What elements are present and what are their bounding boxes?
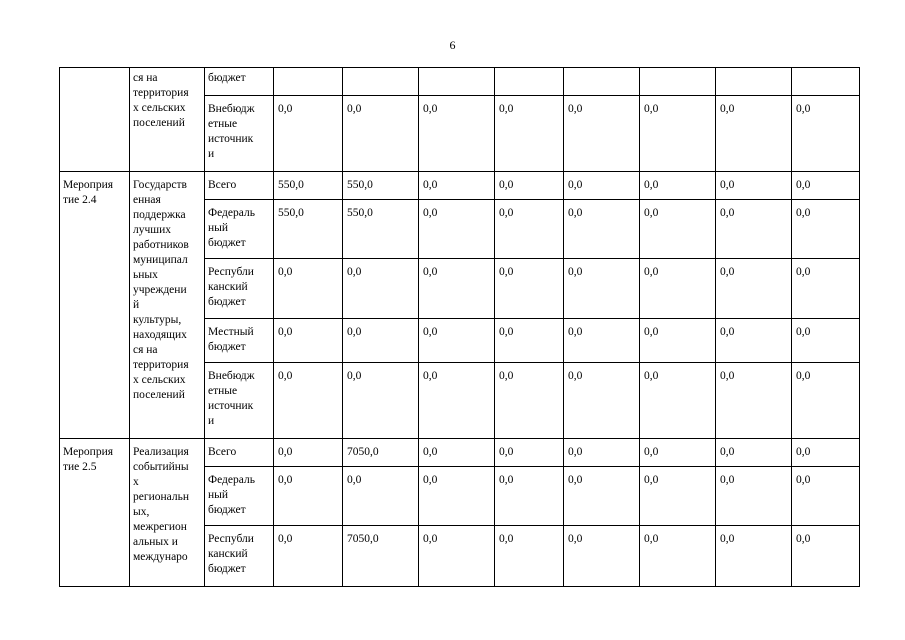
name-cell-line: межрегион: [133, 521, 187, 533]
value-cell: [564, 68, 640, 96]
value-cell: 0,0: [640, 363, 716, 439]
event-cell: [60, 68, 130, 172]
event-cell-line: тие 2.5: [63, 461, 97, 473]
name-cell-line: ых,: [133, 506, 150, 518]
funding-source-cell-line: источник: [208, 400, 254, 412]
funding-source-cell: [205, 68, 274, 96]
value-cell: 0,0: [419, 526, 495, 587]
value-cell: 0,0: [564, 172, 640, 200]
funding-source-cell-line: Федераль: [208, 474, 255, 486]
value-cell: 0,0: [419, 363, 495, 439]
table-row: [60, 172, 860, 200]
funding-source-cell-line: етные: [208, 118, 238, 130]
value-cell: 0,0: [495, 467, 564, 526]
value-cell: 0,0: [716, 467, 792, 526]
value-cell: [419, 68, 495, 96]
value-cell: 0,0: [640, 319, 716, 363]
name-cell-line: поддержка: [133, 209, 186, 221]
value-cell: 0,0: [419, 172, 495, 200]
funding-source-cell-line: Всего: [208, 446, 237, 458]
funding-source-cell-line: бюджет: [208, 563, 246, 575]
value-cell: 0,0: [343, 96, 419, 172]
value-cell: 0,0: [274, 259, 343, 319]
name-cell: [130, 68, 205, 172]
funding-source-cell: [205, 467, 274, 526]
funding-source-cell: [205, 200, 274, 259]
event-cell: [60, 439, 130, 587]
name-cell-line: ся на: [133, 344, 158, 356]
value-cell: 0,0: [419, 200, 495, 259]
funding-source-cell-line: ный: [208, 489, 229, 501]
funding-source-cell-line: ный: [208, 222, 229, 234]
funding-source-cell-line: бюджет: [208, 296, 246, 308]
value-cell: 0,0: [716, 439, 792, 467]
value-cell: 0,0: [640, 439, 716, 467]
name-cell-line: Реализация: [133, 446, 189, 458]
name-cell-line: х сельских: [133, 374, 186, 386]
funding-source-cell: [205, 259, 274, 319]
value-cell: [792, 68, 860, 96]
name-cell-line: енная: [133, 194, 161, 206]
funding-source-cell-line: етные: [208, 385, 238, 397]
funding-source-cell-line: бюджет: [208, 504, 246, 516]
value-cell: 550,0: [274, 172, 343, 200]
funding-source-cell-line: Внебюдж: [208, 103, 255, 115]
value-cell: 0,0: [564, 96, 640, 172]
name-cell-line: территория: [133, 359, 189, 371]
funding-source-cell-line: и: [208, 148, 215, 160]
value-cell: 0,0: [792, 96, 860, 172]
value-cell: 0,0: [640, 172, 716, 200]
value-cell: 0,0: [716, 259, 792, 319]
value-cell: 7050,0: [343, 526, 419, 587]
funding-source-cell-line: канский: [208, 281, 248, 293]
name-cell: [130, 172, 205, 439]
value-cell: 0,0: [640, 526, 716, 587]
value-cell: 0,0: [640, 259, 716, 319]
funding-source-cell-line: Республи: [208, 533, 254, 545]
funding-source-cell: [205, 363, 274, 439]
value-cell: 0,0: [419, 259, 495, 319]
event-cell-line: Мероприя: [63, 446, 114, 458]
value-cell: [343, 68, 419, 96]
value-cell: 0,0: [792, 259, 860, 319]
funding-source-cell-line: Местный: [208, 326, 254, 338]
value-cell: 0,0: [792, 200, 860, 259]
funding-source-cell-line: Внебюдж: [208, 370, 255, 382]
name-cell-line: поселений: [133, 117, 185, 129]
name-cell-line: работников: [133, 239, 189, 251]
funding-source-cell: [205, 526, 274, 587]
value-cell: 0,0: [419, 319, 495, 363]
name-cell-line: й: [133, 299, 140, 311]
name-cell-line: муниципал: [133, 254, 188, 266]
funding-source-cell: [205, 319, 274, 363]
funding-source-cell-line: канский: [208, 548, 248, 560]
funding-source-cell-line: бюджет: [208, 72, 246, 84]
value-cell: 0,0: [716, 200, 792, 259]
value-cell: [716, 68, 792, 96]
name-cell-line: альных и: [133, 536, 178, 548]
value-cell: 0,0: [716, 96, 792, 172]
value-cell: 0,0: [343, 259, 419, 319]
name-cell-line: междунаро: [133, 551, 188, 563]
value-cell: 0,0: [495, 439, 564, 467]
name-cell: [130, 439, 205, 587]
value-cell: 0,0: [716, 363, 792, 439]
funding-source-cell-line: источник: [208, 133, 254, 145]
value-cell: 0,0: [495, 526, 564, 587]
value-cell: 0,0: [640, 96, 716, 172]
value-cell: 0,0: [343, 363, 419, 439]
funding-source-cell-line: бюджет: [208, 237, 246, 249]
funding-source-cell-line: Федераль: [208, 207, 255, 219]
value-cell: 0,0: [343, 467, 419, 526]
value-cell: 0,0: [564, 259, 640, 319]
funding-source-cell: [205, 96, 274, 172]
event-cell: [60, 172, 130, 439]
value-cell: 0,0: [640, 467, 716, 526]
page-number: 6: [449, 38, 456, 52]
value-cell: 0,0: [495, 200, 564, 259]
value-cell: 7050,0: [343, 439, 419, 467]
name-cell-line: поселений: [133, 389, 185, 401]
value-cell: 0,0: [274, 467, 343, 526]
funding-source-cell: [205, 172, 274, 200]
funding-source-cell: [205, 439, 274, 467]
value-cell: 550,0: [343, 172, 419, 200]
value-cell: 0,0: [564, 526, 640, 587]
value-cell: [640, 68, 716, 96]
value-cell: 0,0: [792, 172, 860, 200]
value-cell: 0,0: [495, 363, 564, 439]
value-cell: [495, 68, 564, 96]
value-cell: 0,0: [495, 319, 564, 363]
value-cell: 0,0: [274, 319, 343, 363]
value-cell: 550,0: [274, 200, 343, 259]
value-cell: 0,0: [564, 319, 640, 363]
funding-source-cell-line: бюджет: [208, 341, 246, 353]
funding-source-cell-line: Республи: [208, 266, 254, 278]
value-cell: 0,0: [274, 526, 343, 587]
value-cell: [274, 68, 343, 96]
value-cell: 0,0: [495, 259, 564, 319]
value-cell: 0,0: [495, 96, 564, 172]
name-cell-line: учреждени: [133, 284, 187, 296]
value-cell: 0,0: [716, 172, 792, 200]
event-cell-line: тие 2.4: [63, 194, 97, 206]
value-cell: 0,0: [564, 467, 640, 526]
value-cell: 0,0: [274, 96, 343, 172]
value-cell: 0,0: [564, 200, 640, 259]
value-cell: 0,0: [792, 467, 860, 526]
name-cell-line: ьных: [133, 269, 158, 281]
name-cell-line: ся на: [133, 72, 158, 84]
value-cell: 0,0: [792, 526, 860, 587]
value-cell: 0,0: [564, 363, 640, 439]
name-cell-line: х сельских: [133, 102, 186, 114]
value-cell: 0,0: [792, 319, 860, 363]
table-row: [60, 439, 860, 467]
value-cell: 0,0: [274, 363, 343, 439]
name-cell-line: лучших: [133, 224, 172, 236]
name-cell-line: Государств: [133, 179, 187, 191]
name-cell-line: территория: [133, 87, 189, 99]
value-cell: 0,0: [419, 96, 495, 172]
value-cell: 0,0: [274, 439, 343, 467]
table-row: [60, 68, 860, 96]
event-cell-line: Мероприя: [63, 179, 114, 191]
value-cell: 0,0: [716, 526, 792, 587]
value-cell: 0,0: [419, 439, 495, 467]
value-cell: 0,0: [716, 319, 792, 363]
value-cell: 0,0: [792, 439, 860, 467]
value-cell: 550,0: [343, 200, 419, 259]
name-cell-line: х: [133, 476, 139, 488]
value-cell: 0,0: [495, 172, 564, 200]
name-cell-line: событийны: [133, 461, 189, 473]
value-cell: 0,0: [343, 319, 419, 363]
value-cell: 0,0: [564, 439, 640, 467]
budget-table: [59, 67, 860, 587]
name-cell-line: региональн: [133, 491, 189, 503]
name-cell-line: культуры,: [133, 314, 182, 326]
name-cell-line: находящих: [133, 329, 187, 341]
funding-source-cell-line: Всего: [208, 179, 237, 191]
value-cell: 0,0: [792, 363, 860, 439]
value-cell: 0,0: [640, 200, 716, 259]
funding-source-cell-line: и: [208, 415, 215, 427]
value-cell: 0,0: [419, 467, 495, 526]
